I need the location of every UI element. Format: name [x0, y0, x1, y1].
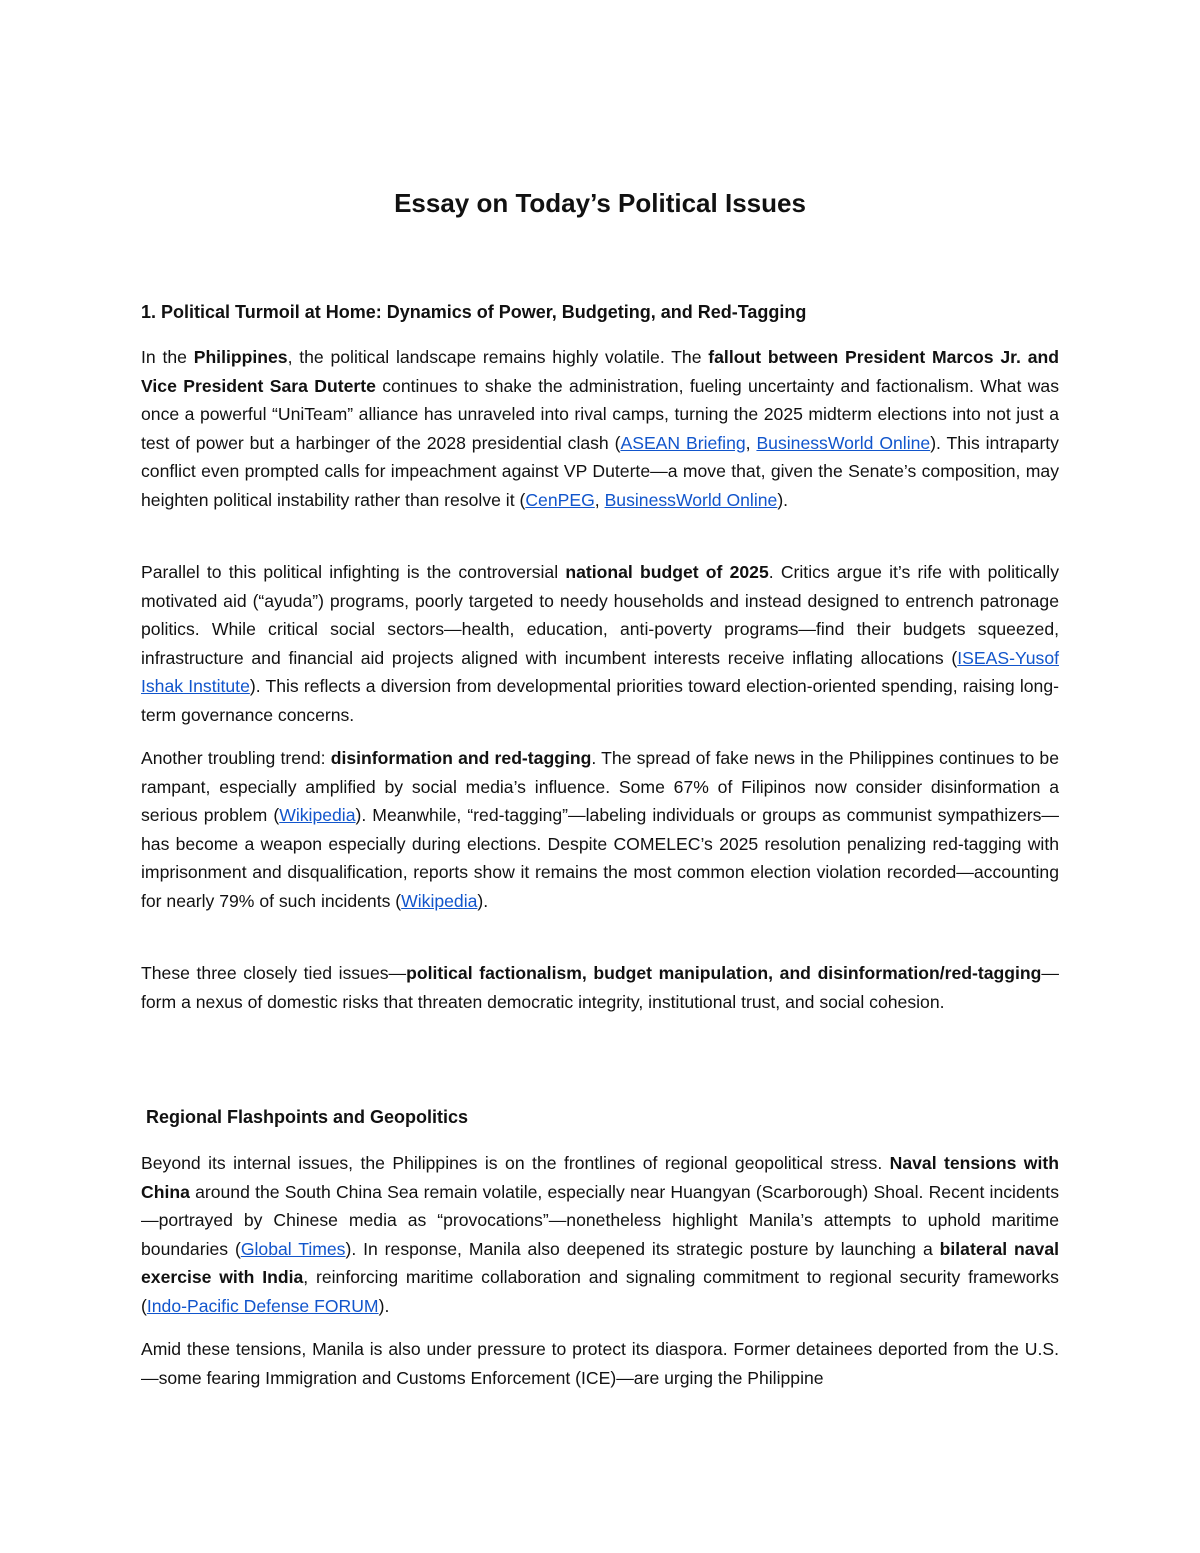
text-run: . The spread of fake news in the Philippines continues to be rampant, especially amplified by social media’s influence. Some 67% of Filipinos now consider disinformation a serious problem (: [141, 748, 1060, 826]
text-run: ). Meanwhile, “red-tagging”—labeling individuals or groups as communist sympathizers—has become a weapon especially during elections. Despite COMELEC’s 2025 resolution penalizing red-tagging with imprisonment and disqualification, reports show it remains the most common election violation recorded—accounting for nearly 79% of such incidents (: [141, 805, 1059, 911]
paragraph-3: [141, 744, 1059, 916]
bold-phrase: fallout between President Marcos Jr. and Vice President Sara Duterte: [141, 347, 1059, 396]
text-run: ,: [594, 489, 605, 510]
bold-phrase: bilateral naval exercise with India: [141, 1238, 1060, 1288]
link-cenpeg[interactable]: CenPEG: [525, 489, 595, 510]
text-run: continues to shake the administration, fueling uncertainty and factionalism. What was once a powerful “UniTeam” alliance has unraveled into rival camps, turning the 2025 midterm elections into not just a test of power but a harbinger of the 2028 presidential clash (: [141, 375, 1059, 453]
text-run: . Critics argue it’s rife with politically motivated aid (“ayuda”) programs, poorly targeted to needy households and instead designed to entrench patronage politics. While critical social sectors—health, education, anti-poverty programs—find their budgets squeezed, infrastructure and financial aid projects aligned with incumbent interests receive inflating allocations (: [141, 562, 1059, 668]
text-run: —form a nexus of domestic risks that threaten democratic integrity, institutional trust, and social cohesion.: [141, 963, 1059, 1012]
link-asean-briefing[interactable]: ASEAN Briefing: [620, 432, 746, 453]
link-iseas-yusof-ishak-institute[interactable]: ISEAS-Yusof Ishak Institute: [141, 647, 1059, 697]
text-run: , the political landscape remains highly volatile. The: [287, 347, 709, 367]
paragraph-1: [141, 343, 1059, 515]
text-run: Parallel to this political infighting is the controversial: [141, 562, 566, 582]
section-heading-2: Regional Flashpoints and Geopolitics: [146, 1107, 469, 1127]
text-run: , reinforcing maritime collaboration and signaling commitment to regional security frameworks (: [141, 1267, 1059, 1316]
text-run: ).: [477, 890, 489, 911]
document-title: Essay on Today’s Political Issues: [394, 188, 806, 218]
text-run: Beyond its internal issues, the Philippines is on the frontlines of regional geopolitical stress.: [141, 1153, 890, 1173]
bold-phrase: disinformation and red-tagging: [330, 748, 592, 768]
text-run: Amid these tensions, Manila is also under pressure to protect its diaspora. Former detainees deported from the U.S.—some fearing Immigration and Customs Enforcement (ICE)—are urging the Philippine: [141, 1339, 1059, 1388]
text-run: ).: [777, 489, 789, 510]
text-run: ). In response, Manila also deepened its strategic posture by launching a: [345, 1238, 940, 1259]
paragraph-4: [141, 959, 1059, 1016]
paragraph-2: [141, 558, 1059, 730]
paragraph-6: [141, 1335, 1059, 1392]
link-businessworld-online[interactable]: BusinessWorld Online: [756, 432, 931, 453]
paragraph-5: [141, 1149, 1059, 1321]
link-wikipedia[interactable]: Wikipedia: [279, 805, 356, 826]
link-indo-pacific-defense-forum[interactable]: Indo-Pacific Defense FORUM: [146, 1295, 379, 1316]
bold-phrase: Naval tensions with China: [141, 1153, 1059, 1202]
text-run: ). This intraparty conflict even prompted calls for impeachment against VP Duterte—a move that, given the Senate’s composition, may heighten political instability rather than resolve it (: [141, 432, 1059, 510]
text-run: ).: [378, 1295, 390, 1316]
link-wikipedia[interactable]: Wikipedia: [401, 890, 478, 911]
bold-phrase: political factionalism, budget manipulation, and disinformation/red-tagging: [406, 963, 1042, 983]
section-heading-1: 1. Political Turmoil at Home: Dynamics of Power, Budgeting, and Red-Tagging: [141, 302, 807, 322]
text-run: Another troubling trend:: [141, 748, 331, 768]
bold-phrase: Philippines: [193, 347, 288, 367]
text-run: around the South China Sea remain volatile, especially near Huangyan (Scarborough) Shoal. Recent incidents—portrayed by Chinese media as “provocations”—nonetheless highlight Manila’s attempts to uphold maritime boundaries (: [141, 1181, 1059, 1259]
text-run: ,: [745, 432, 757, 453]
bold-phrase: national budget of 2025: [565, 562, 769, 582]
link-global-times[interactable]: Global Times: [240, 1238, 346, 1259]
text-run: ). This reflects a diversion from developmental priorities toward election-oriented spending, raising long-term governance concerns.: [141, 676, 1059, 725]
text-run: These three closely tied issues—: [141, 963, 407, 983]
link-businessworld-online[interactable]: BusinessWorld Online: [604, 489, 778, 510]
text-run: In the: [141, 347, 194, 367]
